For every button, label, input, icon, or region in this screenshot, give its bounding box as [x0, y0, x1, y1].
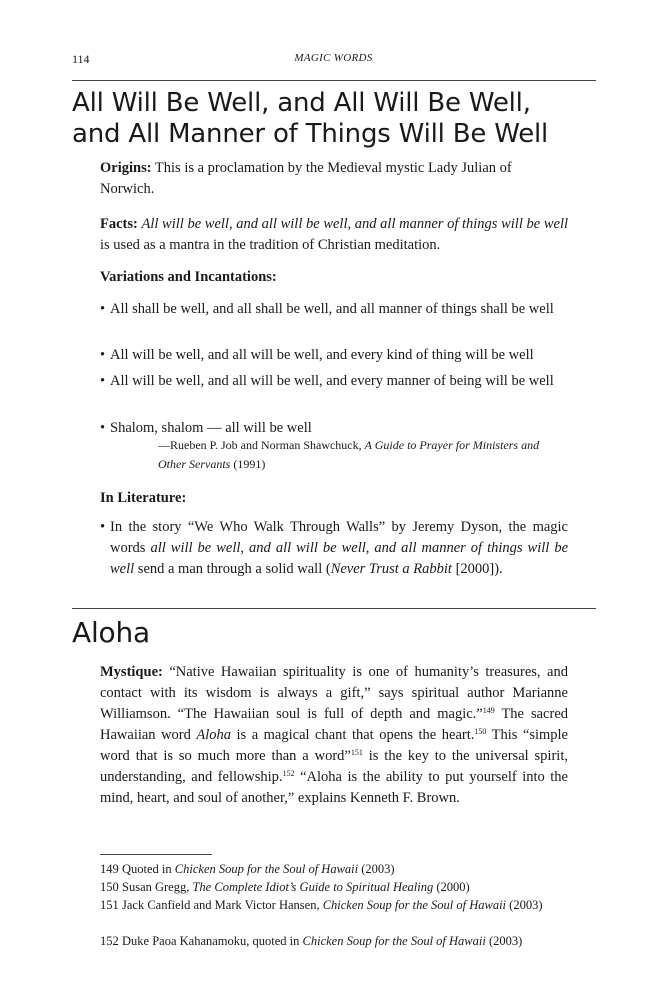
footnote-ref: 150 [474, 727, 487, 736]
entry-title-line-2: and All Manner of Things Will Be Well [72, 119, 549, 149]
variation-item: • All will be well, and all will be well, and every manner of being will be well [100, 373, 554, 389]
footnote-rule [100, 854, 212, 855]
variation-text: All will be well, and all will be well, and every kind of thing will be well [110, 347, 534, 363]
footnote-number: 150 [100, 880, 119, 894]
section-rule [72, 608, 596, 609]
variation-text: All shall be well, and all shall be well, and all manner of things shall be well [110, 301, 554, 317]
origins-label: Origins: [100, 160, 152, 176]
footnote-number: 149 [100, 862, 119, 876]
facts-label: Facts: [100, 216, 138, 232]
facts-section [100, 214, 568, 256]
footnote-number: 151 [100, 898, 119, 912]
footnote: 152 Duke Paoa Kahanamoku, quoted in Chicken Soup for the Soul of Hawaii (2003) [100, 934, 523, 948]
entry-title-line-1: All Will Be Well, and All Will Be Well, [72, 88, 531, 118]
variation-item: • Shalom, shalom — all will be well [100, 420, 312, 436]
attribution: —Rueben P. Job and Norman Shawchuck, A Guide to Prayer for Ministers and Other Servants (1991) [158, 438, 540, 471]
origins-text: This is a proclamation by the Medieval mystic Lady Julian of Norwich. [100, 160, 512, 197]
variation-text: Shalom, shalom — all will be well [110, 420, 312, 436]
footnote: 149 Quoted in Chicken Soup for the Soul of Hawaii (2003) [100, 862, 395, 876]
aloha-word: Aloha [196, 727, 232, 743]
variation-item: • All will be well, and all will be well, and every kind of thing will be well [100, 347, 534, 363]
facts-italic: All will be well, and all will be well, and all manner of things will be well [141, 216, 568, 232]
running-title: MAGIC WORDS [294, 52, 373, 64]
mystique-label: Mystique: [100, 664, 163, 680]
literature-magic-words: all will be well, and all will be well, and all manner of things will be well [110, 540, 569, 577]
mystique-section: Mystique: “Native Hawaiian spirituality is one of humanity’s treasures, and contact with its wisdom is always a gift,” says spiritual author Marianne Williamson. “The Hawaiian soul is full of depth and magic.”$^{149}$ The sacred Hawaiian word Aloha is a magical chant that opens the heart.$^{150}$ This “simple word that is so much more than a word”$^{151}$ is the key to the universal spirit, understanding, and fellowship.$^{152}$ “Aloha is the ability to put yourself into the mind, heart, and soul of another,” explains Kenneth F. Brown. [100, 664, 568, 806]
entry-title [72, 88, 602, 150]
page-number: 114 [72, 52, 90, 66]
footnote-ref: 151 [350, 748, 363, 757]
literature-book: Never Trust a Rabbit [330, 561, 452, 577]
variation-text: All will be well, and all will be well, and every manner of being will be well [110, 373, 554, 389]
footnote: 151 Jack Canfield and Mark Victor Hansen, Chicken Soup for the Soul of Hawaii (2003) [100, 898, 543, 912]
footnote: 150 Susan Gregg, The Complete Idiot’s Guide to Spiritual Healing (2000) [100, 880, 470, 894]
footnote-ref: 149 [482, 706, 495, 715]
literature-heading: In Literature: [100, 490, 187, 506]
footnote-ref: 152 [282, 769, 295, 778]
footnote-number: 152 [100, 934, 119, 948]
variations-heading: Variations and Incantations: [100, 269, 277, 285]
header-rule [72, 80, 596, 81]
literature-item: • In the story “We Who Walk Through Walls” by Jeremy Dyson, the magic words all will be well, and all will be well, and all manner of things will be well send a man through a solid wall (Never Trust a Rabbit [2000]). [100, 519, 569, 577]
aloha-title: Aloha [72, 616, 150, 649]
origins-section [100, 158, 568, 200]
facts-text: is used as a mantra in the tradition of Christian meditation. [100, 237, 441, 253]
attribution-book: A Guide to Prayer for Ministers and Other Servants [158, 438, 540, 471]
variation-item: • All shall be well, and all shall be well, and all manner of things shall be well [100, 301, 554, 317]
